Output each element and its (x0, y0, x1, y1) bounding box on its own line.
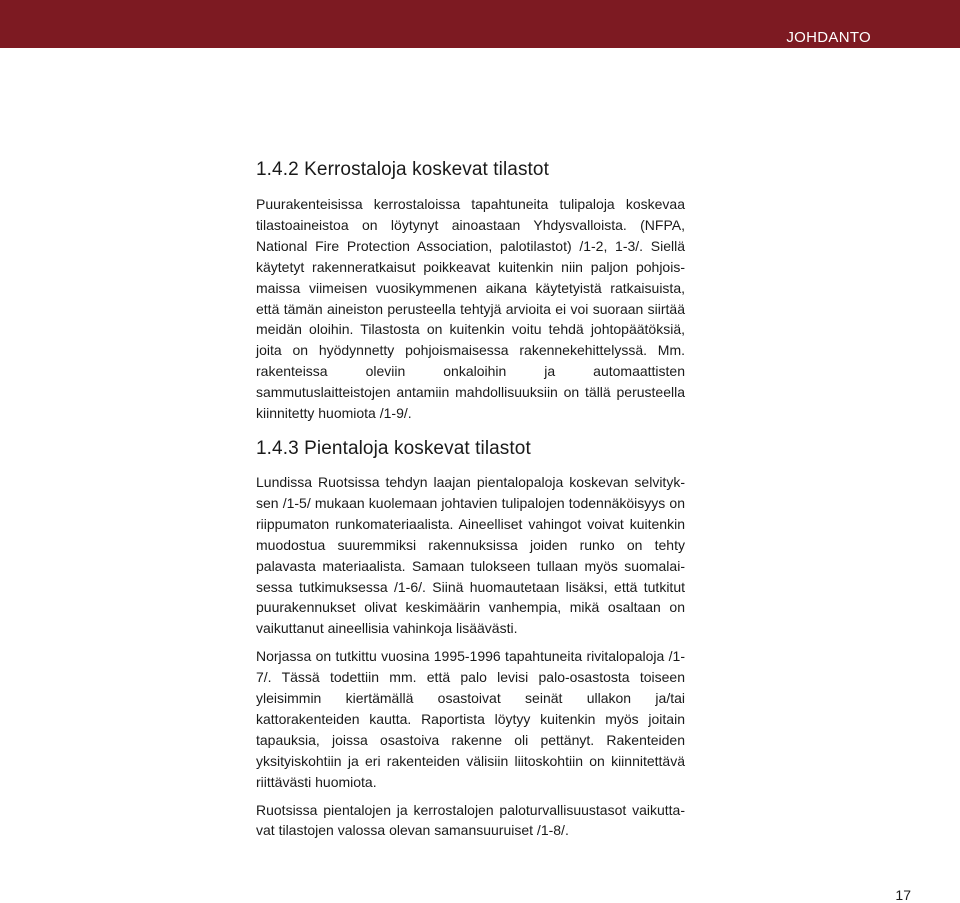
header-bar (0, 0, 960, 48)
section-heading: 1.4.3 Pientaloja koskevat tilastot (256, 437, 531, 459)
section-heading: 1.4.2 Kerrostaloja koskevat tilastot (256, 159, 549, 180)
body-paragraph: Puurakenteisissa kerrostaloissa tapahtuneita tulipaloja koskevaa tilastoaineistoa on löytynyt ainoastaan Yhdysvalloista. (NFPA, National Fire Protection Association, palotilastot) /1-2, 1-3/. Siellä käytetyt rakenneratkaisut poikkeavat kuitenkin niin paljon pohjoismaissa viimeisen vuosikymmenen aikana käytetyistä ratkaisuista, että tämän aineiston perusteella tehtyjä arvioita ei voi suoraan siirtää meidän oloihin. Tilastosta on kuitenkin voitu tehdä johtopäätöksiä, joita on hyödynnetty pohjoismaisessa rakennekehittelyssä. Mm. rakenteissa oleviin onkaloihin ja automaattisten sammutuslaitteistojen antamiin mahdollisuuksiin on tällä perusteella kiinnitetty huomiota /1-9/. (256, 196, 685, 422)
page-number: 17 (895, 887, 911, 903)
page-content (256, 158, 685, 841)
chapter-title: JOHDANTO (786, 29, 871, 46)
body-paragraph: Lundissa Ruotsissa tehdyn laajan pientalopaloja koskevan selvityksen /1-5/ mukaan kuolemaan johtavien tulipalojen todennäköisyys on riippumaton runkomateriaalista. Aineelliset vahingot voivat kuitenkin muodostua suuremmiksi rakennuksissa joiden runko on tehty palavasta materiaalista. Samaan tulokseen tullaan myös suomalaisessa tutkimuksessa /1-6/. Siinä huomautetaan lisäksi, että tutkitut puurakennukset olivat keskimäärin vanhempia, mikä osaltaan on vaikuttanut aineellisia vahinkoja lisäävästi. (256, 473, 685, 637)
body-paragraph: Norjassa on tutkittu vuosina 1995-1996 tapahtuneita rivitalopaloja /1-7/. Tässä todettiin mm. että palo levisi palo-osastosta toiseen yleisimmin kiertämällä osastoivat seinät ullakon ja/tai kattorakenteiden kautta. Raportista löytyy kuitenkin myös joitain tapauksia, joissa osastoiva rakenne oli pettänyt. Rakenteiden yksityiskohtiin ja eri rakenteiden välisiin liitoskohtiin on kiinnitettävä riittävästi huomiota. (256, 648, 685, 790)
body-paragraph: Ruotsissa pientalojen ja kerrostalojen paloturvallisuustasot vaikuttavat tilastojen valossa olevan samansuuruiset /1-8/. (256, 801, 685, 839)
